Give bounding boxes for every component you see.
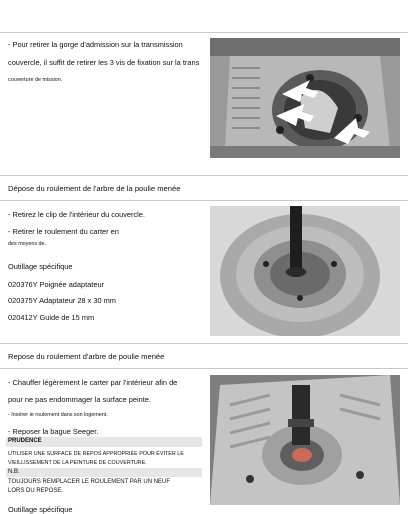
caution-text-2: VIEILLISSEMENT DE LA PEINTURE DE COUVERTURE. — [8, 460, 147, 466]
note-label-band — [6, 468, 202, 477]
s3-line-1: - Chauffer légèrement le carter par l'intérieur afin de — [8, 378, 178, 387]
photo-bearing-removal — [210, 206, 400, 336]
s2-tool-heading: Outillage spécifique — [8, 262, 73, 271]
section-2-title: Dépose du roulement de l'arbre de la poulie menée — [8, 184, 181, 193]
photo-bearing-installation — [210, 375, 400, 505]
s1-line-2: couvercle, il suffit de retirer les 3 vis de fixation sur la trans — [8, 58, 200, 67]
s3-tool-heading: Outillage spécifique — [8, 505, 73, 514]
s2-tool-1: 020376Y Poignée adaptateur — [8, 280, 105, 289]
s2-line-3: des moyens de. — [8, 241, 47, 247]
s2-tool-2: 020375Y Adaptateur 28 x 30 mm — [8, 296, 116, 305]
s2-tool-3: 020412Y Guide de 15 mm — [8, 313, 95, 322]
s3-line-2: pour ne pas endommager la surface peinte. — [8, 395, 151, 404]
s1-line-1: - Pour retirer la gorge d'admission sur la transmission — [8, 40, 183, 49]
note-text-2: LORS DU REPOSE. — [8, 488, 64, 494]
s3-line-4: - Reposer la bague Seeger. — [8, 427, 99, 436]
s3-line-3: - Insérer le roulement dans son logement. — [8, 412, 108, 418]
top-rule — [0, 32, 408, 33]
rule-5 — [0, 368, 408, 369]
s2-line-1: - Retirez le clip de l'intérieur du couvercle. — [8, 210, 145, 219]
section-3-title: Repose du roulement d'arbre de poulie menée — [8, 352, 165, 361]
rule-3 — [0, 200, 408, 201]
rule-4 — [0, 343, 408, 344]
photo-transmission-cover — [210, 38, 400, 158]
note-label: N.B. — [8, 469, 20, 475]
s1-line-3: couverture de mission. — [8, 77, 63, 83]
caution-label: PRUDENCE — [8, 438, 42, 444]
s2-line-2: - Retirer le roulement du carter en — [8, 227, 119, 236]
rule-2 — [0, 175, 408, 176]
note-text-1: TOUJOURS REMPLACER LE ROULEMENT PAR UN NEUF — [8, 479, 171, 485]
caution-text-1: UTILISER UNE SURFACE DE REPOS APPROPRIÉE POUR ÉVITER LE — [8, 451, 184, 457]
